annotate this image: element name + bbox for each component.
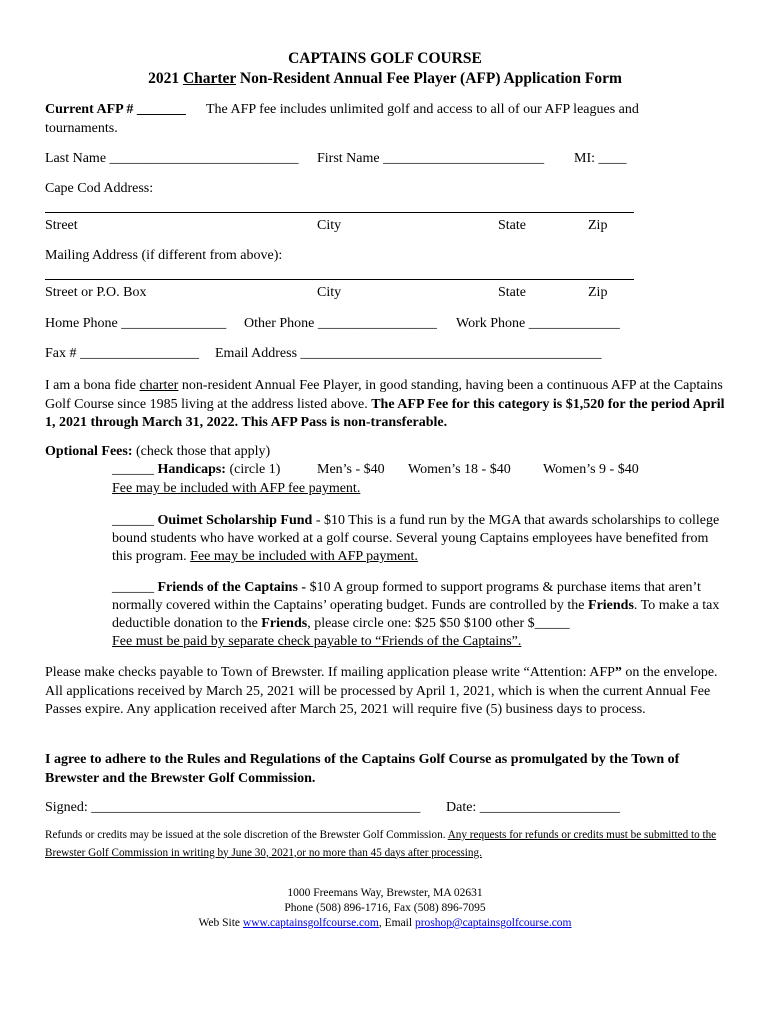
email-field[interactable]: Email Address ___________________________________________ <box>215 346 602 361</box>
mailing-zip-label: Zip <box>588 285 608 300</box>
mailing-state-label: State <box>498 285 526 300</box>
agreement-statement: I agree to adhere to the Rules and Regulations of the Captains Golf Course as promulgated by the Town of Brewster and the Brewster Golf Commission. <box>45 752 680 786</box>
footer-web-label: Web Site <box>198 917 243 929</box>
ouimet-text: - $10 This is a fund run by the MGA that awards scholarships to college bound students who have worked at a golf course. Several young Captains employees have benefited from this program. <box>112 513 720 564</box>
date-field[interactable]: Date: ____________________ <box>446 800 620 815</box>
cape-cod-state-label: State <box>498 218 526 233</box>
mi-field[interactable]: MI: ____ <box>574 151 627 166</box>
mailing-address-label: Mailing Address (if different from above): <box>45 248 283 263</box>
footer-address: 1000 Freemans Way, Brewster, MA 02631 <box>287 887 483 899</box>
declaration-paragraph <box>45 377 725 433</box>
friends-text-3: , please circle one: $25 $50 $100 other $_____ <box>307 616 570 631</box>
footer-phone: Phone (508) 896-1716, Fax (508) 896-7095 <box>284 902 486 914</box>
ouimet-blank[interactable]: ______ <box>112 513 158 528</box>
friends-label: Friends of the Captains - <box>157 580 310 595</box>
ouimet-option[interactable] <box>112 512 728 566</box>
handicaps-note: Fee may be included with AFP fee payment. <box>112 481 361 496</box>
website-link[interactable]: www.captainsgolfcourse.com <box>242 917 379 929</box>
friends-bold-1: Friends <box>588 598 634 613</box>
signature-field[interactable]: Signed: _______________________________________________ <box>45 800 421 815</box>
handicaps-blank[interactable]: ______ <box>112 462 158 477</box>
refunds-plain: Refunds or credits may be issued at the sole discretion of the Brewster Golf Commission. <box>45 829 448 841</box>
mailing-city-label: City <box>317 285 342 300</box>
friends-text-2: . To make a tax deductible donation to the <box>112 598 720 631</box>
cape-cod-address-line[interactable] <box>45 212 634 213</box>
cape-cod-city-label: City <box>317 218 342 233</box>
email-link[interactable]: proshop@captainsgolfcourse.com <box>414 917 572 929</box>
course-title: CAPTAINS GOLF COURSE <box>288 50 482 67</box>
cape-cod-address-label: Cape Cod Address: <box>45 181 154 196</box>
friends-bold-2: Friends <box>261 616 308 631</box>
footer-web <box>0 916 770 932</box>
handicaps-women-18[interactable]: Women’s 18 - $40 <box>408 462 511 477</box>
friends-note: Fee must be paid by separate check payable to “Friends of the Captains”. <box>112 634 522 649</box>
mailing-address-line[interactable] <box>45 279 634 280</box>
handicaps-circle: (circle 1) <box>225 462 281 477</box>
other-phone-field[interactable]: Other Phone _________________ <box>244 316 437 331</box>
optional-fees-heading <box>45 444 270 460</box>
handicaps-women-9[interactable]: Women’s 9 - $40 <box>543 462 639 477</box>
home-phone-field[interactable]: Home Phone _______________ <box>45 316 227 331</box>
fax-field[interactable]: Fax # _________________ <box>45 346 199 361</box>
form-title-charter: Charter <box>182 70 237 87</box>
handicaps-option[interactable] <box>112 462 280 478</box>
refunds-underlined: Any requests for refunds or credits must be submitted to the Brewster Golf Commission in writing by June 30, 2021,or no more than 45 days after processing. <box>45 829 717 859</box>
friends-text-1: $10 A group formed to support programs & purchase items that aren’t normally covered within the Captains’ operating budget. Funds are controlled by the <box>112 580 701 613</box>
friends-blank[interactable]: ______ <box>112 580 158 595</box>
refunds-notice <box>45 827 725 862</box>
declaration-mid: non-resident Annual Fee Player, in good standing, having been a continuous AFP at the Captains Golf Course since 1985 living at the address listed above. <box>45 378 723 412</box>
handicaps-label: Handicaps: <box>157 462 226 477</box>
afp-fee-note-cont: tournaments. <box>45 121 118 136</box>
cape-cod-street-label: Street <box>45 218 78 233</box>
checks-paragraph <box>45 664 725 720</box>
ouimet-note: Fee may be included with AFP payment. <box>190 549 418 564</box>
afp-fee-note: The AFP fee includes unlimited golf and access to all of our AFP leagues and <box>206 102 639 117</box>
work-phone-field[interactable]: Work Phone _____________ <box>456 316 620 331</box>
checks-pre: Please make checks payable to Town of Brewster. If mailing application please write “Attention: AFP <box>45 665 615 680</box>
last-name-field[interactable]: Last Name ___________________________ <box>45 151 299 166</box>
declaration-pre: I am a bona fide <box>45 378 140 393</box>
cape-cod-zip-label: Zip <box>588 218 608 233</box>
ouimet-label: Ouimet Scholarship Fund <box>157 513 313 528</box>
form-title <box>0 70 770 88</box>
footer-email-label: , Email <box>378 917 415 929</box>
handicaps-men[interactable]: Men’s - $40 <box>317 462 385 477</box>
checks-quote: ” <box>614 665 622 680</box>
current-afp-field[interactable]: Current AFP # _______ <box>45 102 186 117</box>
mailing-street-label: Street or P.O. Box <box>45 285 147 300</box>
checks-post: on the envelope. All applications received by March 25, 2021 will be processed by April 1, 2021, which is when the current Annual Fee Passes expire. Any application received after March 25, 2021 will require five (5) business days to process. <box>45 665 718 717</box>
declaration-fee: The AFP Fee for this category is $1,520 for the period April 1, 2021 through March 31, 2022. This AFP Pass is non-transferable. <box>45 396 725 430</box>
form-title-rest: Non-Resident Annual Fee Player (AFP) Application Form <box>236 70 622 87</box>
form-title-year: 2021 <box>148 70 183 87</box>
friends-option[interactable] <box>112 579 728 651</box>
first-name-field[interactable]: First Name _______________________ <box>317 151 545 166</box>
optional-fees-note: (check those that apply) <box>132 444 271 459</box>
optional-fees-label: Optional Fees: <box>45 444 133 459</box>
declaration-charter: charter <box>139 378 179 393</box>
